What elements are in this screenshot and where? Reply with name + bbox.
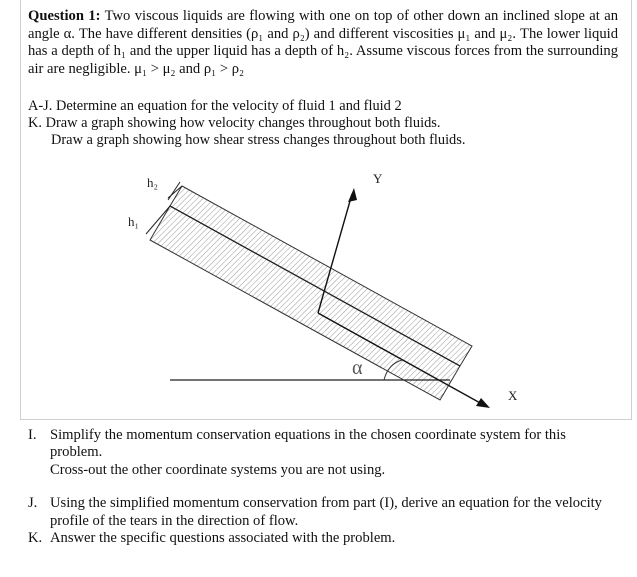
step-i bbox=[28, 427, 618, 479]
task-line-velocity-graph: K. Draw a graph showing how velocity changes throughout both fluids. bbox=[28, 115, 441, 131]
label-h2: h₂ bbox=[147, 175, 159, 190]
label-h1: h₁ bbox=[128, 214, 140, 229]
task-line-velocity-equation: A-J. Determine an equation for the velocity of fluid 1 and fluid 2 bbox=[28, 98, 402, 114]
label-alpha: α bbox=[352, 357, 363, 379]
step-k-marker: K. bbox=[28, 530, 43, 547]
question-text: Two viscous liquids are flowing with one on top of other down an inclined slope at an angle α. The have different densities (ρ₁ and ρ₂) and different viscosities μ₁ and μ₂. The lower liquid has a depth of h₁ and the upper liquid has a depth of h₂. Assume viscous forces from the surrounding air are negligible. μ₁ > μ₂ and ρ₁ > ρ₂ bbox=[28, 8, 618, 77]
step-i-marker: I. bbox=[28, 427, 37, 443]
task-line-shear-graph: Draw a graph showing how shear stress changes throughout both fluids. bbox=[51, 132, 466, 148]
label-x-axis: X bbox=[508, 388, 518, 403]
step-j-marker: J. bbox=[28, 495, 38, 512]
step-k-text: Answer the specific questions associated with the problem. bbox=[50, 530, 396, 547]
step-list bbox=[28, 427, 618, 547]
y-axis-arrowhead bbox=[348, 188, 357, 202]
step-j-text: Using the simplified momentum conservation from part (I), derive an equation for the velocity profile of the tears in the direction of flow. bbox=[50, 495, 602, 529]
x-axis-arrowhead bbox=[476, 398, 490, 408]
step-j bbox=[28, 495, 618, 530]
label-y-axis: Y bbox=[373, 171, 383, 186]
inclined-flow-diagram bbox=[120, 168, 540, 413]
question-heading: Question 1: bbox=[28, 8, 101, 24]
task-list bbox=[28, 98, 465, 149]
step-i-text: Simplify the momentum conservation equations in the chosen coordinate system for this problem. bbox=[50, 427, 566, 461]
fluid-1-layer bbox=[150, 206, 460, 400]
step-k bbox=[28, 530, 618, 547]
fluid-interface bbox=[170, 206, 460, 366]
step-i-extra: Cross-out the other coordinate systems you are not using. bbox=[50, 461, 386, 478]
question-paragraph bbox=[28, 8, 618, 78]
